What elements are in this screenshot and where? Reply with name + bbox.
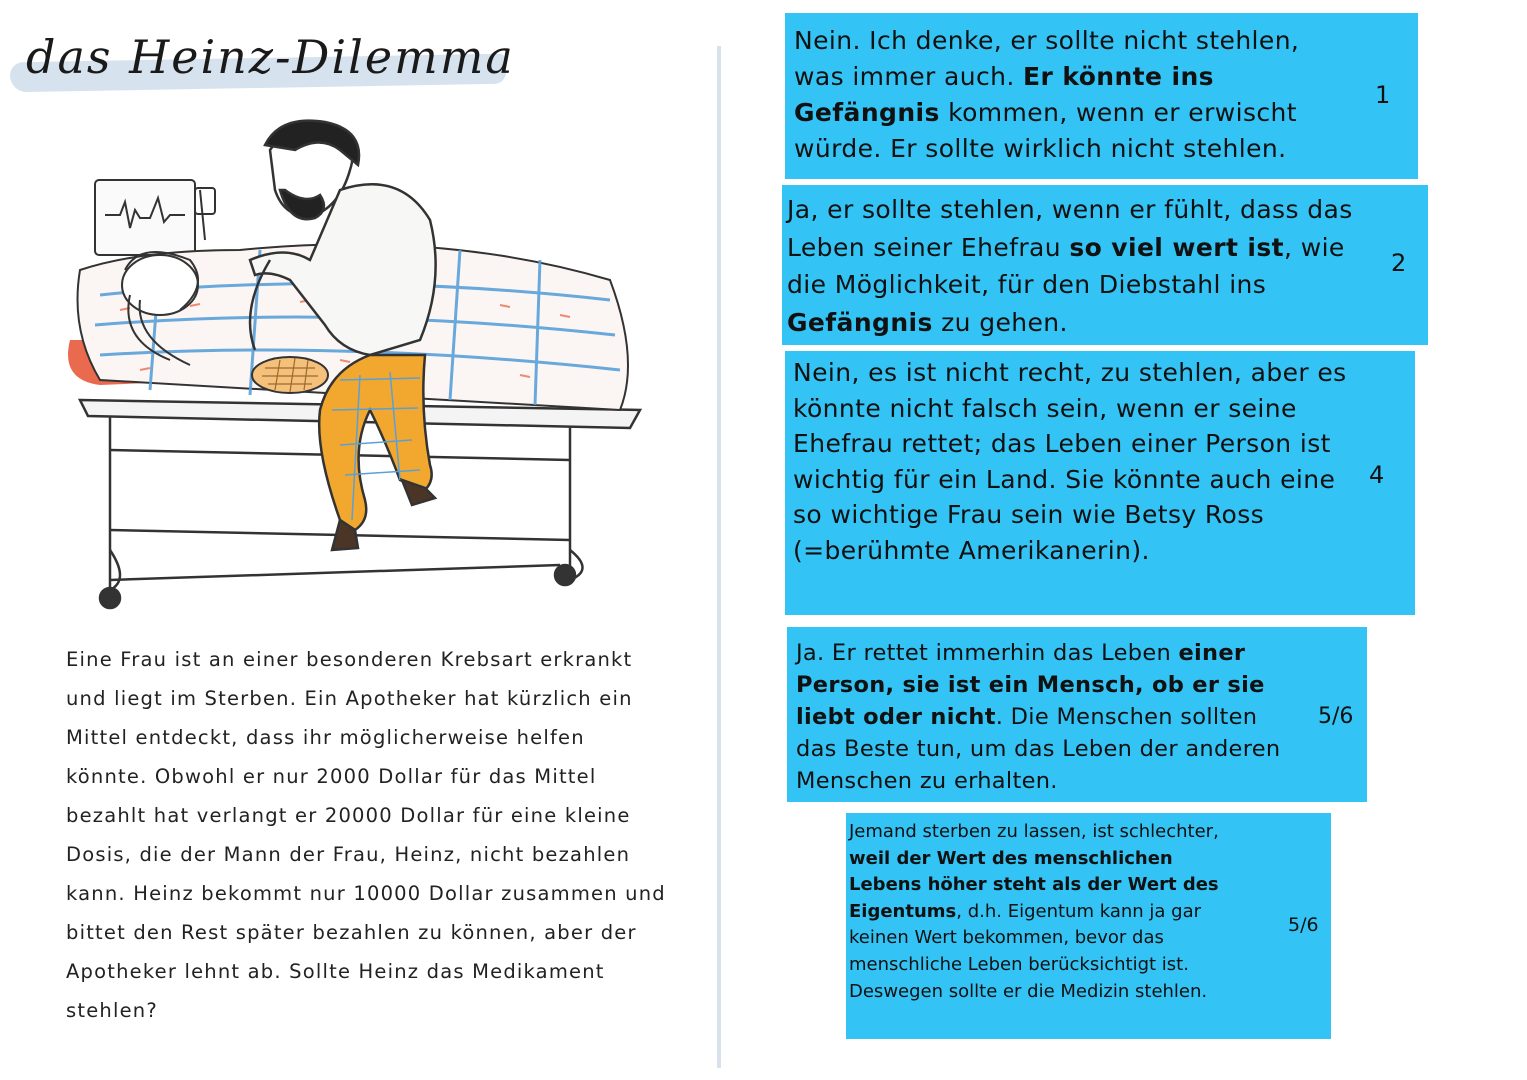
answer-card-stage-2 — [782, 185, 1428, 345]
stage-number: 4 — [1369, 461, 1385, 489]
story-text: Eine Frau ist an einer besonderen Krebsart erkrankt und liegt im Sterben. Ein Apotheker hat kürzlich ein Mittel entdeckt, dass ihr möglicherweise helfen könnte. Obwohl er nur 2000 Dollar für das Mittel bezahlt hat verlangt er 20000 Dollar für eine kleine Dosis, die der Mann der Frau, Heinz, nicht bezahlen kann. Heinz bekommt nur 10000 Dollar zusammen und bittet den Rest später bezahlen zu können, aber der Apotheker lehnt ab. Sollte Heinz das Medikament stehlen? — [66, 648, 666, 1022]
answer-text — [787, 191, 1377, 341]
answer-segment: . Die Menschen sollten das Beste tun, um das Leben der anderen Menschen zu erhalten. — [796, 704, 1281, 794]
answer-segment: zu gehen. — [932, 307, 1068, 337]
answer-segment: , wie die Möglichkeit, für den Diebstahl ins — [787, 232, 1345, 299]
answer-text — [794, 23, 1344, 167]
answer-segment: , d.h. Eigentum kann ja gar keinen Wert bekommen, bevor das menschliche Leben berücksichtigt ist. Deswegen sollte er die Medizin stehlen. — [849, 900, 1208, 1002]
answer-segment: Jemand sterben zu lassen, ist schlechter, — [849, 821, 1219, 842]
stage-number: 5/6 — [1288, 914, 1319, 936]
page-divider — [717, 46, 721, 1068]
answer-card-stage-5-6-a — [787, 627, 1367, 802]
answer-emphasis: weil der Wert des menschlichen Lebens höher steht als der Wert des Eigentums — [849, 847, 1219, 922]
answer-segment: Ja. Er rettet immerhin das Leben — [796, 640, 1179, 666]
answer-segment: kommen, wenn er erwischt würde. Er sollte wirklich nicht stehlen. — [794, 98, 1297, 163]
title-block — [6, 30, 515, 96]
answer-emphasis: Er könnte ins Gefängnis — [794, 62, 1214, 127]
answer-text — [796, 637, 1296, 797]
answer-text — [793, 355, 1353, 568]
hospital-bed-illustration-icon — [40, 110, 680, 630]
answer-card-stage-1 — [785, 13, 1418, 179]
stage-number: 5/6 — [1318, 704, 1354, 729]
stage-number: 1 — [1375, 81, 1391, 109]
stage-number: 2 — [1391, 249, 1407, 277]
answer-text — [849, 819, 1249, 1005]
answer-segment: Ja, er sollte stehlen, wenn er fühlt, dass das Leben seiner Ehefrau — [787, 195, 1353, 262]
page-title: das Heinz-Dilemma — [26, 30, 515, 84]
answer-emphasis: Gefängnis — [787, 307, 933, 337]
answer-emphasis: so viel wert ist — [1069, 232, 1285, 262]
answer-card-stage-4 — [785, 351, 1415, 615]
answer-segment: Nein. Ich denke, er sollte nicht stehlen, was immer auch. — [794, 26, 1300, 91]
answer-segment: Nein, es ist nicht recht, zu stehlen, aber es könnte nicht falsch sein, wenn er seine Ehefrau rettet; das Leben einer Person ist wichtig für ein Land. Sie könnte auch eine so wichtige Frau sein wie Betsy Ross (=berühmte Amerikanerin). — [793, 358, 1347, 565]
answer-card-stage-5-6-b — [846, 813, 1331, 1039]
answer-emphasis: einer Person, sie ist ein Mensch, ob er sie liebt oder nicht — [796, 640, 1265, 730]
heart-pad — [252, 357, 328, 393]
